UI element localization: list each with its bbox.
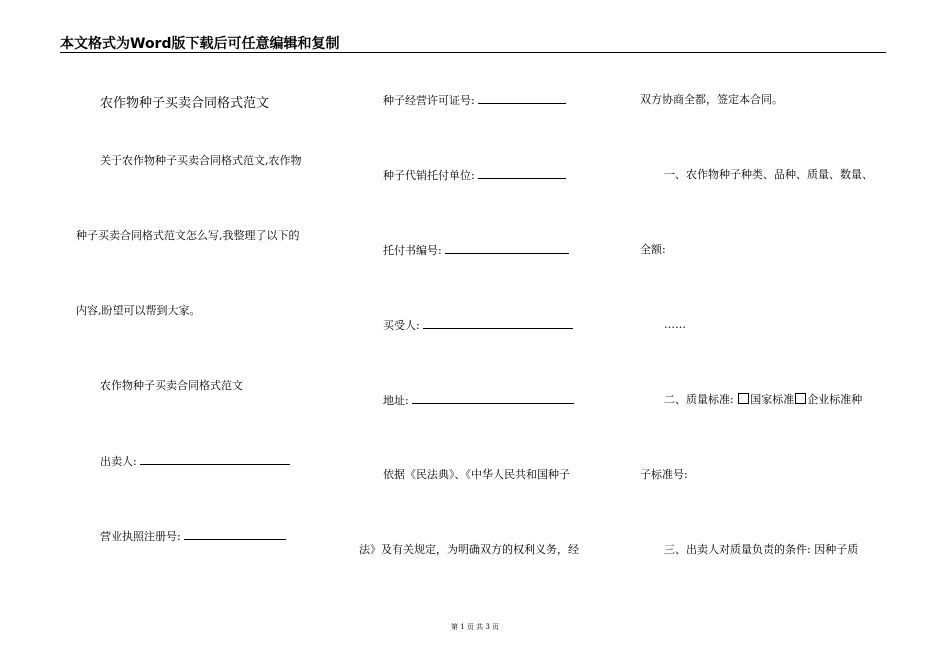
seller-blank bbox=[140, 454, 290, 465]
permit-blank bbox=[478, 93, 566, 104]
delegation-blank bbox=[445, 243, 569, 254]
clause-2-option-national: 国家标准 bbox=[750, 393, 795, 406]
basis-line-1: 依据《民法典》、《中华人民共和国种子 bbox=[383, 468, 570, 481]
page-number: 第 1 页 共 3 页 bbox=[450, 623, 500, 631]
clause-3: 三、出卖人对质量负责的条件: 因种子质 bbox=[664, 543, 859, 556]
clause-2-label: 二、质量标准: bbox=[664, 393, 734, 406]
agreement-line: 双方协商全都，签定本合同。 bbox=[640, 93, 783, 106]
header-divider bbox=[60, 52, 886, 53]
buyer-label: 买受人: bbox=[383, 319, 420, 332]
intro-line-2: 种子买卖合同格式范文怎么写,我整理了以下的 bbox=[76, 229, 300, 242]
seller-field bbox=[100, 454, 290, 469]
address-field bbox=[383, 393, 574, 408]
buyer-blank bbox=[423, 318, 573, 329]
delegation-label: 托付书编号: bbox=[383, 244, 442, 257]
ellipsis: …… bbox=[664, 318, 686, 331]
delegation-field bbox=[383, 243, 569, 258]
header-title: 本文格式为Word版下载后可任意编辑和复制 bbox=[60, 36, 340, 52]
permit-label: 种子经营许可证号: bbox=[383, 94, 475, 107]
buyer-field bbox=[383, 318, 573, 333]
permit-field bbox=[383, 93, 566, 108]
license-label: 营业执照注册号: bbox=[100, 530, 181, 543]
license-field bbox=[100, 529, 286, 544]
basis-line-2: 法》及有关规定，为明确双方的权利义务，经 bbox=[359, 543, 579, 556]
clause-2-option-enterprise: 企业标准种 bbox=[807, 393, 863, 406]
intro-line-3: 内容,盼望可以帮到大家。 bbox=[76, 304, 201, 317]
clause-1-continued: 全额: bbox=[640, 243, 666, 256]
checkbox-icon bbox=[738, 393, 749, 404]
seller-label: 出卖人: bbox=[100, 455, 137, 468]
address-label: 地址: bbox=[383, 394, 409, 407]
agent-field bbox=[383, 168, 566, 183]
document-title: 农作物种子买卖合同格式范文 bbox=[100, 96, 270, 111]
section-subtitle: 农作物种子买卖合同格式范文 bbox=[100, 379, 243, 392]
address-blank bbox=[412, 393, 574, 404]
checkbox-icon bbox=[795, 393, 806, 404]
agent-label: 种子代销托付单位: bbox=[383, 169, 475, 182]
clause-2 bbox=[664, 393, 862, 407]
license-blank bbox=[184, 529, 286, 540]
clause-2-continued: 子标准号: bbox=[640, 468, 688, 481]
clause-1: 一、农作物种子种类、品种、质量、数量、 bbox=[664, 168, 873, 181]
intro-line-1: 关于农作物种子买卖合同格式范文,农作物 bbox=[100, 154, 302, 167]
agent-blank bbox=[478, 168, 566, 179]
